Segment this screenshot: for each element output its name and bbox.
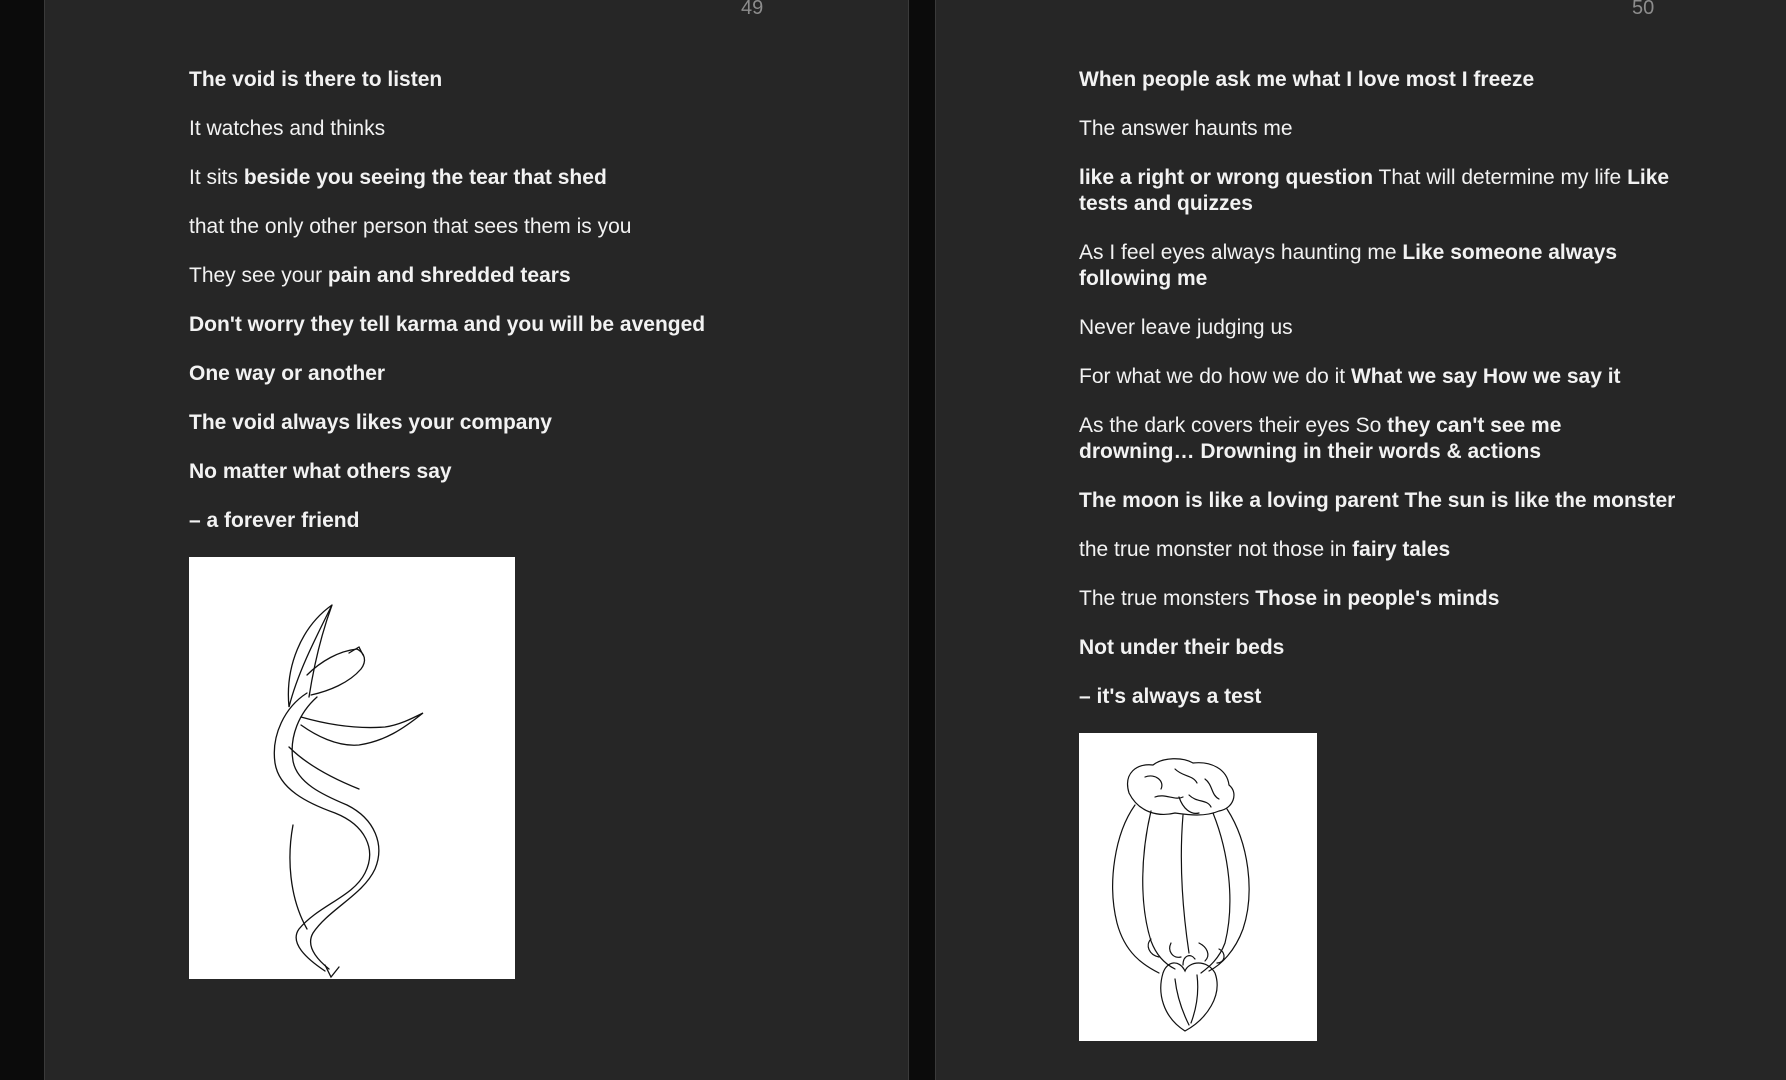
poem-line [1079, 537, 1679, 563]
poem-line [189, 508, 829, 534]
poem-line [189, 459, 829, 485]
poem-text: They see your [189, 264, 328, 287]
poem-line [1079, 364, 1679, 390]
poem-text-bold: Not under their beds [1079, 636, 1285, 659]
poem-line [1079, 635, 1679, 661]
poem-line [189, 361, 829, 387]
poem-line [1079, 413, 1679, 465]
poem-line [1079, 240, 1679, 292]
poem-text: The answer haunts me [1079, 117, 1293, 140]
poem-content [1079, 67, 1679, 1041]
poem-content [189, 67, 829, 979]
poem-line [1079, 684, 1679, 710]
poem-text: It watches and thinks [189, 117, 386, 140]
poem-text: For what we do how we do it [1079, 365, 1351, 388]
poem-text-bold: they can't see me drowning… Drowning in their words & actions [1079, 414, 1562, 463]
poem-text-bold: Like tests and quizzes [1079, 166, 1670, 215]
poem-text-bold: beside you seeing the tear that shed [243, 166, 607, 189]
poem-text-bold: – a forever friend [189, 509, 360, 532]
page-50 [935, 0, 1786, 1080]
poem-text-bold: What we say How we say it [1350, 365, 1621, 388]
poem-lines [1079, 67, 1679, 710]
poem-line [189, 312, 829, 338]
poem-line [1079, 165, 1679, 217]
poem-line [1079, 315, 1679, 341]
poem-text: the true monster not those in [1079, 538, 1353, 561]
poem-line [189, 67, 829, 93]
brain-heart-illustration [1079, 733, 1317, 1041]
page-number: 49 [741, 0, 764, 19]
poem-line [189, 263, 829, 289]
poem-line [1079, 116, 1679, 142]
poem-lines [189, 67, 829, 534]
poem-text-bold: One way or another [189, 362, 386, 385]
poem-text-bold: fairy tales [1352, 538, 1451, 561]
poem-text-bold: like a right or wrong question [1079, 166, 1374, 189]
poem-line [1079, 488, 1679, 514]
poem-text: that the only other person that sees them is you [189, 215, 632, 238]
poem-text-bold: pain and shredded tears [327, 264, 571, 287]
poem-text-bold: No matter what others say [189, 460, 452, 483]
serpent-moon-illustration [189, 557, 515, 979]
page-49 [44, 0, 909, 1080]
poem-line [189, 214, 829, 240]
poem-text-bold: The moon is like a loving parent The sun is like the monster [1079, 489, 1676, 512]
page-number: 50 [1632, 0, 1655, 19]
poem-text-bold: – it's always a test [1079, 685, 1262, 708]
poem-text-bold: When people ask me what I love most I freeze [1079, 68, 1535, 91]
poem-text-bold: Those in people's minds [1255, 587, 1500, 610]
poem-text-bold: The void is there to listen [189, 68, 443, 91]
poem-text: That will determine my life [1373, 166, 1628, 189]
poem-text-bold: Don't worry they tell karma and you will be avenged [189, 313, 706, 336]
poem-line [189, 116, 829, 142]
poem-line [189, 165, 829, 191]
poem-line [189, 410, 829, 436]
poem-text: As I feel eyes always haunting me [1079, 241, 1403, 264]
poem-line [1079, 67, 1679, 93]
poem-text: Never leave judging us [1079, 316, 1293, 339]
poem-text: It sits [189, 166, 244, 189]
poem-text-bold: Like someone always following me [1079, 241, 1618, 290]
poem-line [1079, 586, 1679, 612]
poem-text: The true monsters [1079, 587, 1256, 610]
poem-text: As the dark covers their eyes So [1079, 414, 1388, 437]
poem-text-bold: The void always likes your company [189, 411, 552, 434]
